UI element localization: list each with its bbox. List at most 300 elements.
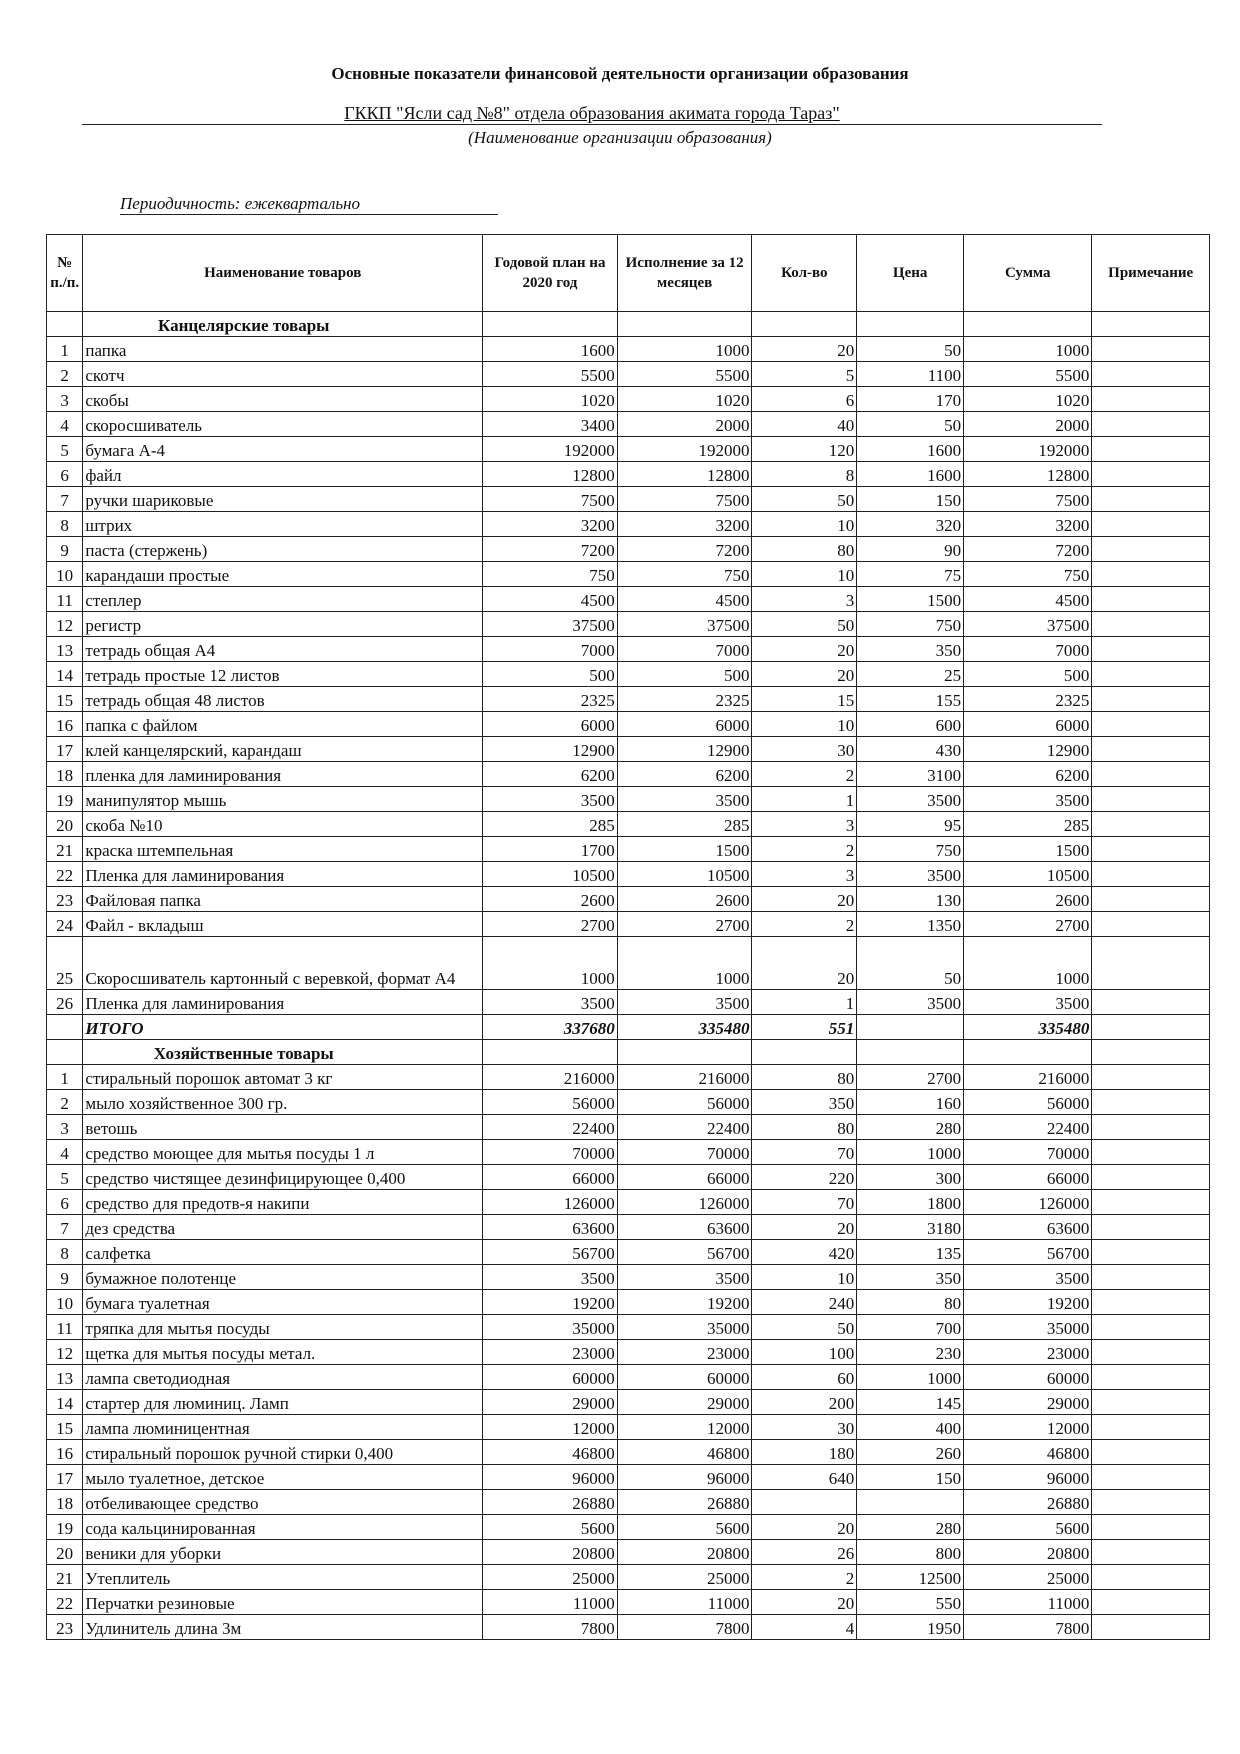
plan-value: 5600 bbox=[483, 1515, 618, 1540]
note-value bbox=[1092, 862, 1210, 887]
note-value bbox=[1092, 1490, 1210, 1515]
item-name: веники для уборки bbox=[83, 1540, 483, 1565]
quantity-value: 200 bbox=[752, 1390, 857, 1415]
row-number: 18 bbox=[47, 762, 83, 787]
execution-value: 20800 bbox=[617, 1540, 752, 1565]
table-row bbox=[47, 337, 1210, 362]
plan-value: 2700 bbox=[483, 912, 618, 937]
table-row bbox=[47, 787, 1210, 812]
table-row bbox=[47, 1240, 1210, 1265]
execution-value: 10500 bbox=[617, 862, 752, 887]
price-value: 430 bbox=[857, 737, 964, 762]
plan-value: 1020 bbox=[483, 387, 618, 412]
plan-value: 3200 bbox=[483, 512, 618, 537]
plan-value: 70000 bbox=[483, 1140, 618, 1165]
price-value: 700 bbox=[857, 1315, 964, 1340]
row-number: 4 bbox=[47, 1140, 83, 1165]
plan-value: 6000 bbox=[483, 712, 618, 737]
sum-value: 56700 bbox=[964, 1240, 1092, 1265]
quantity-value: 10 bbox=[752, 512, 857, 537]
note-value bbox=[1092, 812, 1210, 837]
row-number: 4 bbox=[47, 412, 83, 437]
price-value: 1600 bbox=[857, 462, 964, 487]
sum-value: 56000 bbox=[964, 1090, 1092, 1115]
row-number: 16 bbox=[47, 1440, 83, 1465]
execution-value: 7200 bbox=[617, 537, 752, 562]
note-value bbox=[1092, 462, 1210, 487]
sum-value: 216000 bbox=[964, 1065, 1092, 1090]
plan-value: 56700 bbox=[483, 1240, 618, 1265]
sum-value: 7200 bbox=[964, 537, 1092, 562]
periodicity: Периодичность: ежеквартально bbox=[120, 192, 498, 215]
table-row bbox=[47, 1115, 1210, 1140]
quantity-value: 20 bbox=[752, 887, 857, 912]
row-number: 19 bbox=[47, 787, 83, 812]
price-value: 800 bbox=[857, 1540, 964, 1565]
execution-value: 750 bbox=[617, 562, 752, 587]
quantity-value: 20 bbox=[752, 1515, 857, 1540]
item-name: стиральный порошок ручной стирки 0,400 bbox=[83, 1440, 483, 1465]
quantity-value: 30 bbox=[752, 1415, 857, 1440]
plan-value: 2600 bbox=[483, 887, 618, 912]
total-note bbox=[1092, 1015, 1210, 1040]
item-name: тряпка для мытья посуды bbox=[83, 1315, 483, 1340]
table-row bbox=[47, 812, 1210, 837]
section-empty-cell bbox=[964, 312, 1092, 337]
plan-value: 26880 bbox=[483, 1490, 618, 1515]
row-number: 9 bbox=[47, 1265, 83, 1290]
section-header-row bbox=[47, 312, 1210, 337]
sum-value: 35000 bbox=[964, 1315, 1092, 1340]
quantity-value: 2 bbox=[752, 1565, 857, 1590]
plan-value: 35000 bbox=[483, 1315, 618, 1340]
item-name: краска штемпельная bbox=[83, 837, 483, 862]
note-value bbox=[1092, 1615, 1210, 1640]
quantity-value: 2 bbox=[752, 912, 857, 937]
execution-value: 12800 bbox=[617, 462, 752, 487]
sum-value: 2700 bbox=[964, 912, 1092, 937]
note-value bbox=[1092, 337, 1210, 362]
plan-value: 22400 bbox=[483, 1115, 618, 1140]
item-name: папка с файлом bbox=[83, 712, 483, 737]
plan-value: 126000 bbox=[483, 1190, 618, 1215]
table-row bbox=[47, 937, 1210, 990]
execution-value: 11000 bbox=[617, 1590, 752, 1615]
total-label: ИТОГО bbox=[83, 1015, 483, 1040]
row-number: 20 bbox=[47, 812, 83, 837]
sum-value: 126000 bbox=[964, 1190, 1092, 1215]
note-value bbox=[1092, 837, 1210, 862]
note-value bbox=[1092, 712, 1210, 737]
price-value: 280 bbox=[857, 1115, 964, 1140]
row-number: 17 bbox=[47, 1465, 83, 1490]
plan-value: 7200 bbox=[483, 537, 618, 562]
table-row bbox=[47, 1440, 1210, 1465]
note-value bbox=[1092, 1515, 1210, 1540]
plan-value: 216000 bbox=[483, 1065, 618, 1090]
quantity-value: 3 bbox=[752, 587, 857, 612]
quantity-value: 50 bbox=[752, 1315, 857, 1340]
item-name: Файловая папка bbox=[83, 887, 483, 912]
quantity-value: 50 bbox=[752, 487, 857, 512]
item-name: регистр bbox=[83, 612, 483, 637]
price-value: 260 bbox=[857, 1440, 964, 1465]
table-row bbox=[47, 387, 1210, 412]
table-row bbox=[47, 1090, 1210, 1115]
price-value: 1000 bbox=[857, 1140, 964, 1165]
execution-value: 3200 bbox=[617, 512, 752, 537]
price-value: 25 bbox=[857, 662, 964, 687]
item-name: стиральный порошок автомат 3 кг bbox=[83, 1065, 483, 1090]
table-row bbox=[47, 1290, 1210, 1315]
note-value bbox=[1092, 990, 1210, 1015]
price-value: 130 bbox=[857, 887, 964, 912]
quantity-value: 6 bbox=[752, 387, 857, 412]
table-row bbox=[47, 1515, 1210, 1540]
execution-value: 3500 bbox=[617, 1265, 752, 1290]
execution-value: 500 bbox=[617, 662, 752, 687]
plan-value: 46800 bbox=[483, 1440, 618, 1465]
plan-value: 3400 bbox=[483, 412, 618, 437]
execution-value: 19200 bbox=[617, 1290, 752, 1315]
plan-value: 2325 bbox=[483, 687, 618, 712]
table-row bbox=[47, 1165, 1210, 1190]
price-value: 75 bbox=[857, 562, 964, 587]
table-row bbox=[47, 512, 1210, 537]
row-number: 20 bbox=[47, 1540, 83, 1565]
sum-value: 12000 bbox=[964, 1415, 1092, 1440]
quantity-value: 3 bbox=[752, 812, 857, 837]
price-value: 280 bbox=[857, 1515, 964, 1540]
col-header-execution: Исполнение за 12 месяцев bbox=[617, 235, 752, 312]
quantity-value: 80 bbox=[752, 1115, 857, 1140]
price-value: 160 bbox=[857, 1090, 964, 1115]
row-number: 26 bbox=[47, 990, 83, 1015]
note-value bbox=[1092, 637, 1210, 662]
price-value bbox=[857, 1490, 964, 1515]
quantity-value: 80 bbox=[752, 1065, 857, 1090]
organization-caption: (Наименование организации образования) bbox=[468, 128, 772, 147]
note-value bbox=[1092, 1215, 1210, 1240]
plan-value: 5500 bbox=[483, 362, 618, 387]
sum-value: 750 bbox=[964, 562, 1092, 587]
table-row bbox=[47, 1065, 1210, 1090]
table-row bbox=[47, 1215, 1210, 1240]
plan-value: 3500 bbox=[483, 1265, 618, 1290]
row-number: 24 bbox=[47, 912, 83, 937]
quantity-value: 60 bbox=[752, 1365, 857, 1390]
table-row bbox=[47, 687, 1210, 712]
quantity-value: 10 bbox=[752, 1265, 857, 1290]
sum-value: 7800 bbox=[964, 1615, 1092, 1640]
execution-value: 2000 bbox=[617, 412, 752, 437]
sum-value: 70000 bbox=[964, 1140, 1092, 1165]
item-name: ручки шариковые bbox=[83, 487, 483, 512]
plan-value: 500 bbox=[483, 662, 618, 687]
plan-value: 37500 bbox=[483, 612, 618, 637]
price-value: 230 bbox=[857, 1340, 964, 1365]
quantity-value: 50 bbox=[752, 612, 857, 637]
table-row bbox=[47, 462, 1210, 487]
sum-value: 3200 bbox=[964, 512, 1092, 537]
section-title: Хозяйственные товары bbox=[83, 1040, 483, 1065]
table-row bbox=[47, 990, 1210, 1015]
quantity-value: 20 bbox=[752, 1590, 857, 1615]
note-value bbox=[1092, 937, 1210, 990]
plan-value: 63600 bbox=[483, 1215, 618, 1240]
price-value: 80 bbox=[857, 1290, 964, 1315]
sum-value: 3500 bbox=[964, 990, 1092, 1015]
price-value: 3180 bbox=[857, 1215, 964, 1240]
row-number: 21 bbox=[47, 837, 83, 862]
total-qty: 551 bbox=[752, 1015, 857, 1040]
sum-value: 7000 bbox=[964, 637, 1092, 662]
sum-value: 12800 bbox=[964, 462, 1092, 487]
section-empty-cell bbox=[857, 1040, 964, 1065]
quantity-value: 15 bbox=[752, 687, 857, 712]
price-value: 135 bbox=[857, 1240, 964, 1265]
price-value: 12500 bbox=[857, 1565, 964, 1590]
sum-value: 1020 bbox=[964, 387, 1092, 412]
quantity-value: 220 bbox=[752, 1165, 857, 1190]
sum-value: 2000 bbox=[964, 412, 1092, 437]
quantity-value: 40 bbox=[752, 412, 857, 437]
row-number: 7 bbox=[47, 1215, 83, 1240]
price-value: 50 bbox=[857, 412, 964, 437]
item-name: мыло туалетное, детское bbox=[83, 1465, 483, 1490]
row-number: 23 bbox=[47, 887, 83, 912]
execution-value: 6000 bbox=[617, 712, 752, 737]
quantity-value: 8 bbox=[752, 462, 857, 487]
item-name: дез средства bbox=[83, 1215, 483, 1240]
row-number: 14 bbox=[47, 1390, 83, 1415]
execution-value: 66000 bbox=[617, 1165, 752, 1190]
sum-value: 96000 bbox=[964, 1465, 1092, 1490]
item-name: Файл - вкладыш bbox=[83, 912, 483, 937]
price-value: 1000 bbox=[857, 1365, 964, 1390]
note-value bbox=[1092, 512, 1210, 537]
quantity-value: 20 bbox=[752, 1215, 857, 1240]
plan-value: 10500 bbox=[483, 862, 618, 887]
execution-value: 35000 bbox=[617, 1315, 752, 1340]
sum-value: 20800 bbox=[964, 1540, 1092, 1565]
row-number: 2 bbox=[47, 1090, 83, 1115]
note-value bbox=[1092, 387, 1210, 412]
item-name: тетрадь общая 48 листов bbox=[83, 687, 483, 712]
execution-value: 12900 bbox=[617, 737, 752, 762]
table-row bbox=[47, 1565, 1210, 1590]
table-row bbox=[47, 762, 1210, 787]
execution-value: 1020 bbox=[617, 387, 752, 412]
sum-value: 26880 bbox=[964, 1490, 1092, 1515]
section-empty-cell bbox=[964, 1040, 1092, 1065]
plan-value: 3500 bbox=[483, 787, 618, 812]
table-row bbox=[47, 362, 1210, 387]
note-value bbox=[1092, 1340, 1210, 1365]
execution-value: 2600 bbox=[617, 887, 752, 912]
row-number: 12 bbox=[47, 1340, 83, 1365]
item-name: тетрадь общая А4 bbox=[83, 637, 483, 662]
quantity-value: 70 bbox=[752, 1140, 857, 1165]
plan-value: 12900 bbox=[483, 737, 618, 762]
quantity-value: 26 bbox=[752, 1540, 857, 1565]
price-value: 150 bbox=[857, 487, 964, 512]
execution-value: 12000 bbox=[617, 1415, 752, 1440]
col-header-price: Цена bbox=[857, 235, 964, 312]
note-value bbox=[1092, 587, 1210, 612]
quantity-value: 100 bbox=[752, 1340, 857, 1365]
item-name: папка bbox=[83, 337, 483, 362]
plan-value: 750 bbox=[483, 562, 618, 587]
sum-value: 37500 bbox=[964, 612, 1092, 637]
execution-value: 56000 bbox=[617, 1090, 752, 1115]
sum-value: 10500 bbox=[964, 862, 1092, 887]
item-name: Удлинитель длина 3м bbox=[83, 1615, 483, 1640]
price-value: 50 bbox=[857, 937, 964, 990]
sum-value: 1500 bbox=[964, 837, 1092, 862]
table-row bbox=[47, 887, 1210, 912]
note-value bbox=[1092, 1365, 1210, 1390]
item-name: мыло хозяйственное 300 гр. bbox=[83, 1090, 483, 1115]
item-name: Утеплитель bbox=[83, 1565, 483, 1590]
price-value: 95 bbox=[857, 812, 964, 837]
sum-value: 500 bbox=[964, 662, 1092, 687]
sum-value: 25000 bbox=[964, 1565, 1092, 1590]
section-empty-cell bbox=[483, 1040, 618, 1065]
note-value bbox=[1092, 1315, 1210, 1340]
note-value bbox=[1092, 1240, 1210, 1265]
sum-value: 1000 bbox=[964, 937, 1092, 990]
item-name: лампа люминицентная bbox=[83, 1415, 483, 1440]
section-title: Канцелярские товары bbox=[83, 312, 483, 337]
note-value bbox=[1092, 1090, 1210, 1115]
item-name: скоба №10 bbox=[83, 812, 483, 837]
note-value bbox=[1092, 1140, 1210, 1165]
table-row bbox=[47, 1390, 1210, 1415]
quantity-value: 350 bbox=[752, 1090, 857, 1115]
organization-name-text: ГККП "Ясли сад №8" отдела образования акимата города Тараз" bbox=[344, 103, 840, 123]
item-name: Пленка для ламинирования bbox=[83, 862, 483, 887]
price-value: 1350 bbox=[857, 912, 964, 937]
sum-value: 3500 bbox=[964, 787, 1092, 812]
note-value bbox=[1092, 412, 1210, 437]
note-value bbox=[1092, 537, 1210, 562]
table-row bbox=[47, 1540, 1210, 1565]
table-row bbox=[47, 1140, 1210, 1165]
price-value: 145 bbox=[857, 1390, 964, 1415]
quantity-value: 20 bbox=[752, 662, 857, 687]
note-value bbox=[1092, 1065, 1210, 1090]
note-value bbox=[1092, 1190, 1210, 1215]
sum-value: 29000 bbox=[964, 1390, 1092, 1415]
sum-value: 5600 bbox=[964, 1515, 1092, 1540]
total-row bbox=[47, 1015, 1210, 1040]
section-empty-cell bbox=[752, 312, 857, 337]
table-row bbox=[47, 737, 1210, 762]
quantity-value: 20 bbox=[752, 337, 857, 362]
row-number: 10 bbox=[47, 562, 83, 587]
note-value bbox=[1092, 612, 1210, 637]
price-value: 50 bbox=[857, 337, 964, 362]
table-row bbox=[47, 412, 1210, 437]
sum-value: 3500 bbox=[964, 1265, 1092, 1290]
note-value bbox=[1092, 1465, 1210, 1490]
price-value: 300 bbox=[857, 1165, 964, 1190]
execution-value: 26880 bbox=[617, 1490, 752, 1515]
table-row bbox=[47, 637, 1210, 662]
section-empty-cell bbox=[483, 312, 618, 337]
note-value bbox=[1092, 1440, 1210, 1465]
sum-value: 5500 bbox=[964, 362, 1092, 387]
note-value bbox=[1092, 762, 1210, 787]
note-value bbox=[1092, 437, 1210, 462]
note-value bbox=[1092, 1165, 1210, 1190]
quantity-value: 5 bbox=[752, 362, 857, 387]
plan-value: 12800 bbox=[483, 462, 618, 487]
price-value: 600 bbox=[857, 712, 964, 737]
note-value bbox=[1092, 887, 1210, 912]
execution-value: 3500 bbox=[617, 990, 752, 1015]
table-row bbox=[47, 1415, 1210, 1440]
plan-value: 11000 bbox=[483, 1590, 618, 1615]
price-value: 3500 bbox=[857, 990, 964, 1015]
execution-value: 63600 bbox=[617, 1215, 752, 1240]
price-value: 350 bbox=[857, 637, 964, 662]
execution-value: 56700 bbox=[617, 1240, 752, 1265]
organization-name bbox=[82, 100, 1102, 125]
quantity-value: 80 bbox=[752, 537, 857, 562]
section-empty-cell bbox=[1092, 1040, 1210, 1065]
price-value: 170 bbox=[857, 387, 964, 412]
price-value: 350 bbox=[857, 1265, 964, 1290]
section-number-cell bbox=[47, 1040, 83, 1065]
execution-value: 29000 bbox=[617, 1390, 752, 1415]
price-value: 750 bbox=[857, 612, 964, 637]
row-number: 8 bbox=[47, 512, 83, 537]
item-name: ветошь bbox=[83, 1115, 483, 1140]
sum-value: 1000 bbox=[964, 337, 1092, 362]
section-number-cell bbox=[47, 312, 83, 337]
table-row bbox=[47, 612, 1210, 637]
note-value bbox=[1092, 562, 1210, 587]
price-value: 3100 bbox=[857, 762, 964, 787]
item-name: файл bbox=[83, 462, 483, 487]
row-number: 19 bbox=[47, 1515, 83, 1540]
item-name: стартер для люминиц. Ламп bbox=[83, 1390, 483, 1415]
table-row bbox=[47, 1265, 1210, 1290]
item-name: Перчатки резиновые bbox=[83, 1590, 483, 1615]
sum-value: 192000 bbox=[964, 437, 1092, 462]
table-body bbox=[47, 312, 1210, 1640]
table-row bbox=[47, 587, 1210, 612]
row-number: 25 bbox=[47, 937, 83, 990]
execution-value: 37500 bbox=[617, 612, 752, 637]
plan-value: 7500 bbox=[483, 487, 618, 512]
table-row bbox=[47, 1190, 1210, 1215]
row-number: 12 bbox=[47, 612, 83, 637]
sum-value: 11000 bbox=[964, 1590, 1092, 1615]
execution-value: 22400 bbox=[617, 1115, 752, 1140]
item-name: Скоросшиватель картонный с веревкой, формат А4 bbox=[83, 937, 483, 990]
quantity-value: 10 bbox=[752, 712, 857, 737]
row-number: 3 bbox=[47, 387, 83, 412]
sum-value: 23000 bbox=[964, 1340, 1092, 1365]
item-name: Пленка для ламинирования bbox=[83, 990, 483, 1015]
sum-value: 66000 bbox=[964, 1165, 1092, 1190]
item-name: манипулятор мышь bbox=[83, 787, 483, 812]
quantity-value: 70 bbox=[752, 1190, 857, 1215]
item-name: скотч bbox=[83, 362, 483, 387]
